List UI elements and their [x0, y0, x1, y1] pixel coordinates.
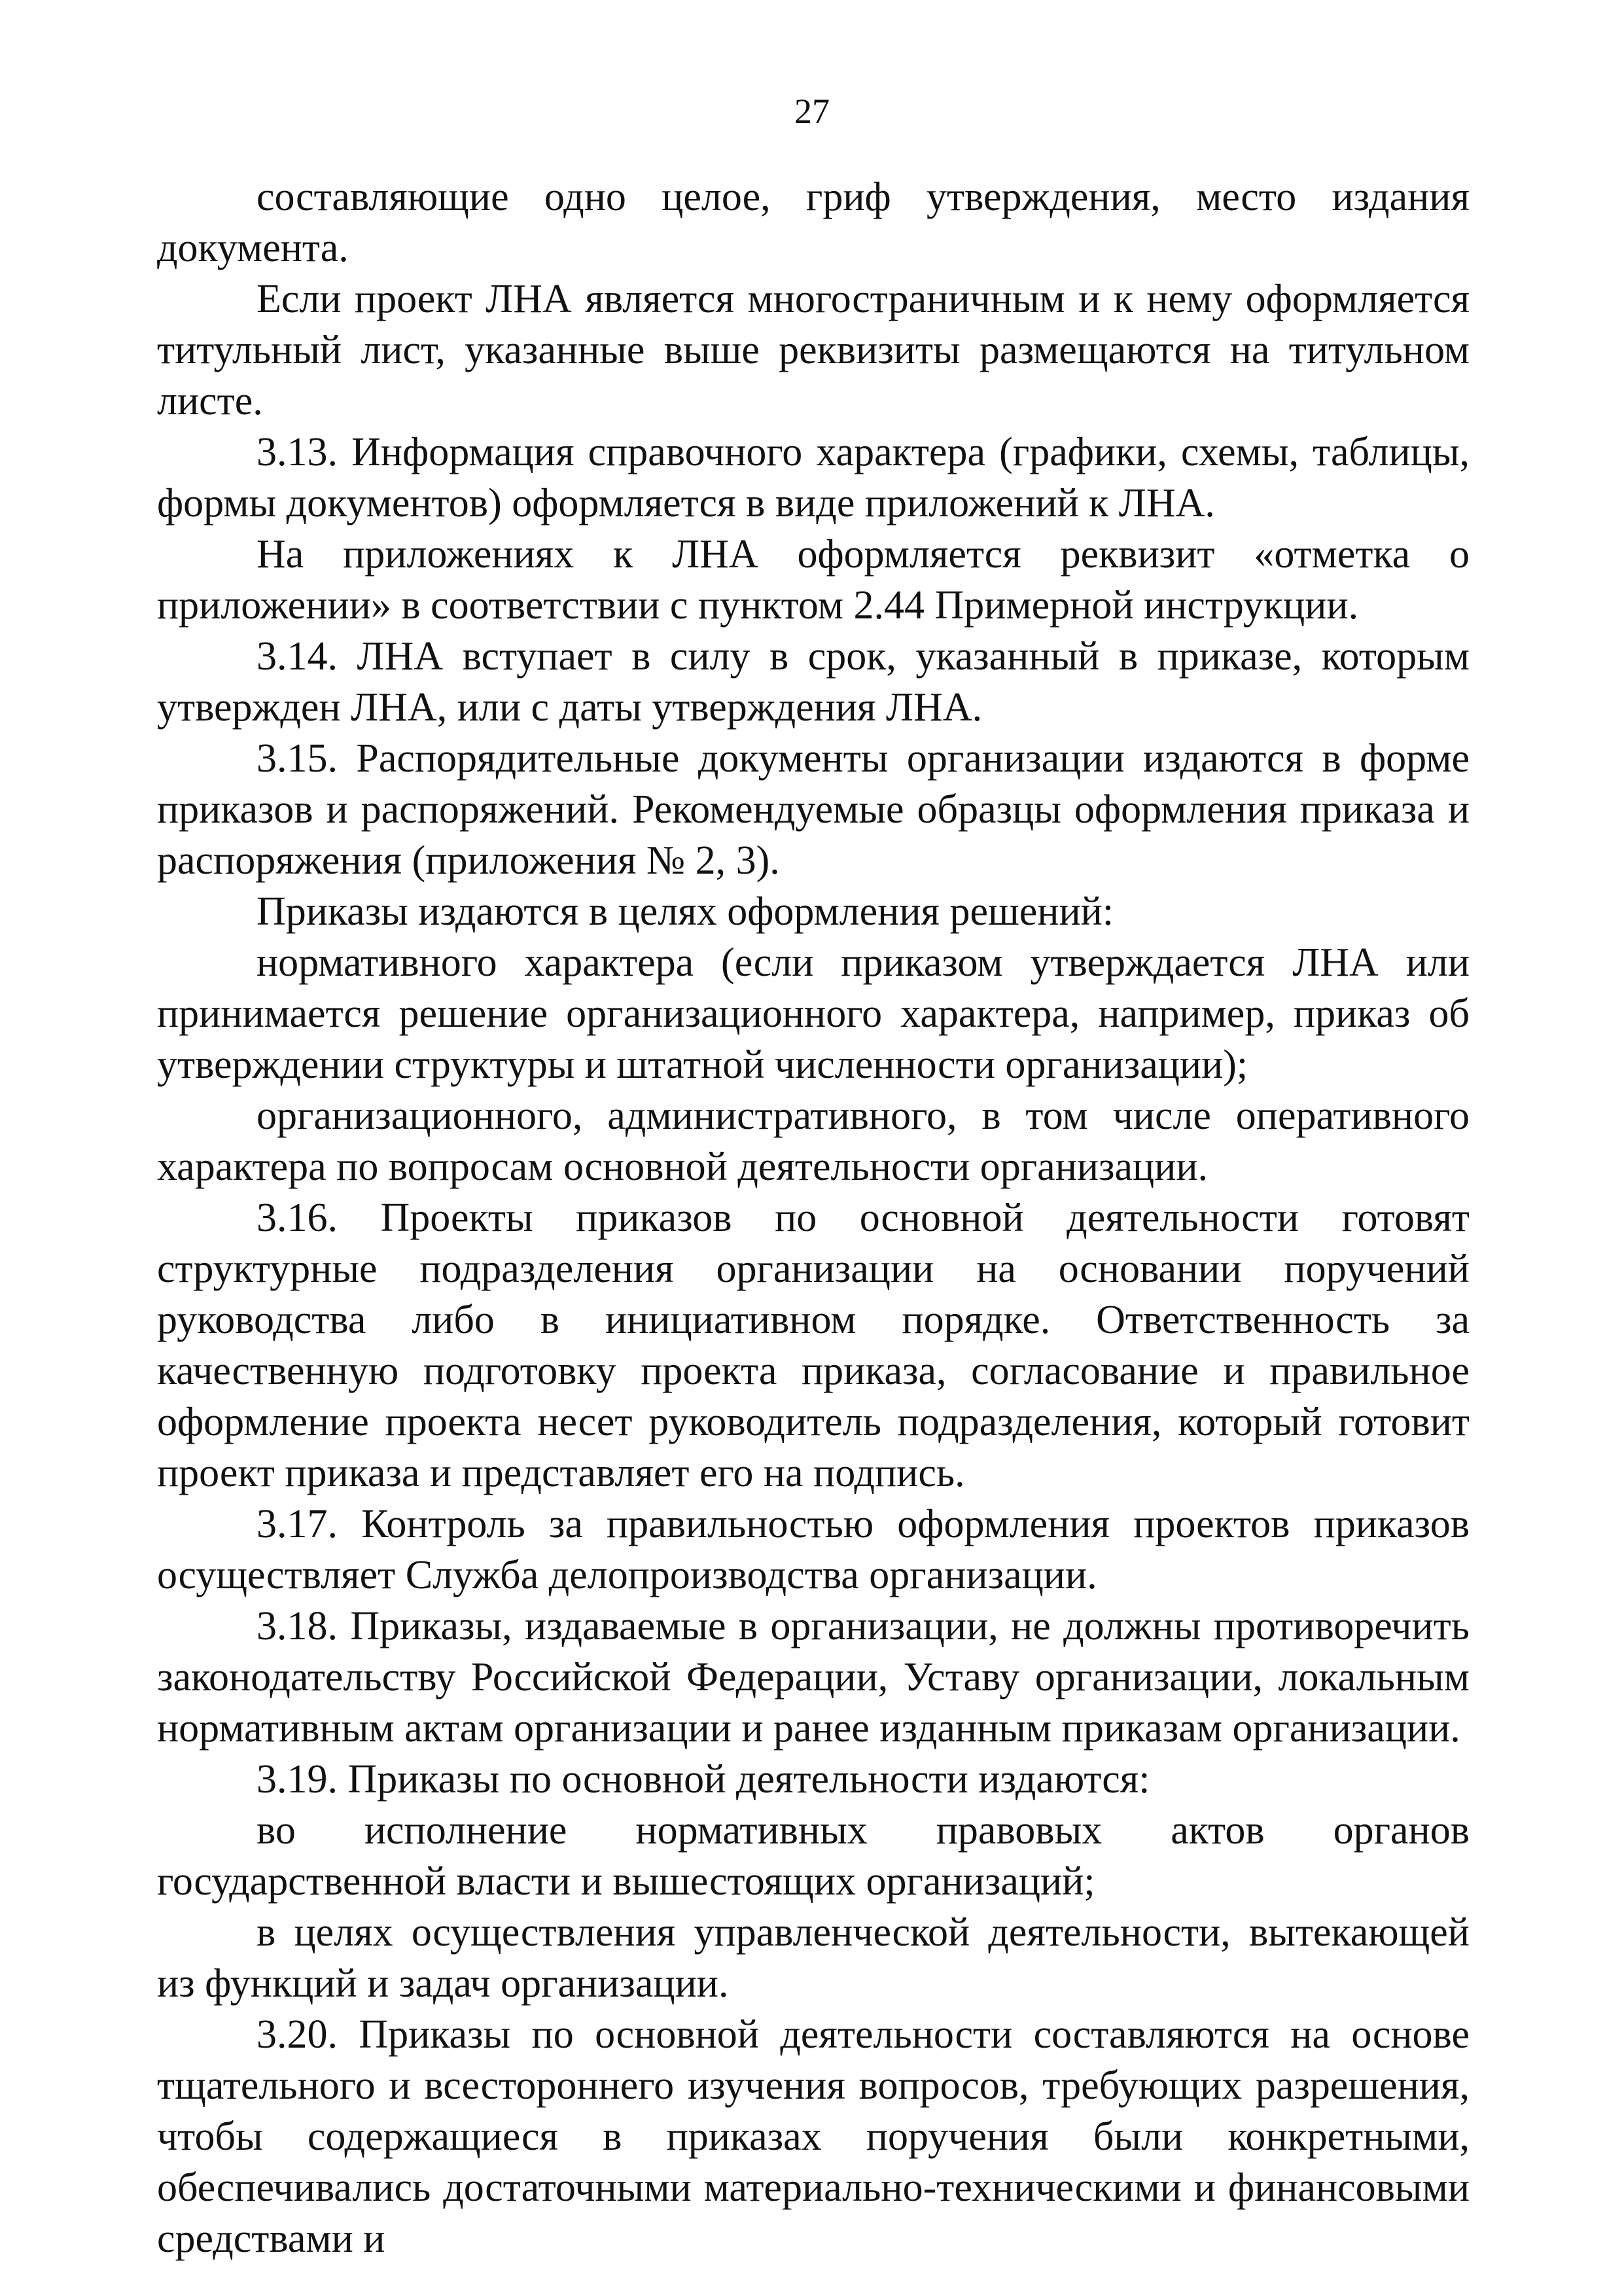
paragraph: 3.14. ЛНА вступает в силу в срок, указанный в приказе, которым утвержден ЛНА, или с даты утверждения ЛНА. — [157, 634, 1470, 730]
paragraph: во исполнение нормативных правовых актов органов государственной власти и вышестоящих организаций; — [157, 1808, 1470, 1904]
paragraph: 3.20. Приказы по основной деятельности составляются на основе тщательного и всестороннего изучения вопросов, требующих разрешения, чтобы содержащиеся в приказах поручения были конкретными, обеспечивались достаточными материально-техническими и финансовыми средствами и — [157, 2012, 1470, 2261]
paragraph: Если проект ЛНА является многостраничным и к нему оформляется титульный лист, указанные выше реквизиты размещаются на титульном листе. — [157, 277, 1470, 423]
page-number: 27 — [794, 92, 830, 131]
paragraph: 3.19. Приказы по основной деятельности издаются: — [256, 1757, 1150, 1802]
paragraph: 3.18. Приказы, издаваемые в организации, не должны противоречить законодательству Российской Федерации, Уставу организации, локальным нормативным актам организации и ранее изданным приказам организации. — [157, 1604, 1470, 1751]
paragraph: Приказы издаются в целях оформления решений: — [256, 889, 1114, 934]
paragraph: 3.17. Контроль за правильностью оформления проектов приказов осуществляет Служба делопроизводства организации. — [157, 1502, 1470, 1597]
paragraph: организационного, административного, в том числе оперативного характера по вопросам основной деятельности организации. — [157, 1094, 1470, 1189]
document-body — [157, 171, 1470, 2264]
paragraph: в целях осуществления управленческой деятельности, вытекающей из функций и задач организации. — [157, 1910, 1470, 2006]
paragraph: составляющие одно целое, гриф утверждения, место издания документа. — [157, 175, 1470, 270]
paragraph: 3.16. Проекты приказов по основной деятельности готовят структурные подразделения организации на основании поручений руководства либо в инициативном порядке. Ответственность за качественную подготовку проекта приказа, согласование и правильное оформление проекта несет руководитель подразделения, который готовит проект приказа и представляет его на подпись. — [157, 1196, 1470, 1495]
paragraph: 3.15. Распорядительные документы организации издаются в форме приказов и распоряжений. Рекомендуемые образцы оформления приказа и распоряжения (приложения № 2, 3). — [157, 736, 1470, 883]
paragraph: 3.13. Информация справочного характера (графики, схемы, таблицы, формы документов) оформляется в виде приложений к ЛНА. — [157, 430, 1470, 525]
paragraph: На приложениях к ЛНА оформляется реквизит «отметка о приложении» в соответствии с пунктом 2.44 Примерной инструкции. — [157, 532, 1470, 628]
paragraph: нормативного характера (если приказом утверждается ЛНА или принимается решение организационного характера, например, приказ об утверждении структуры и штатной численности организации); — [157, 940, 1470, 1087]
